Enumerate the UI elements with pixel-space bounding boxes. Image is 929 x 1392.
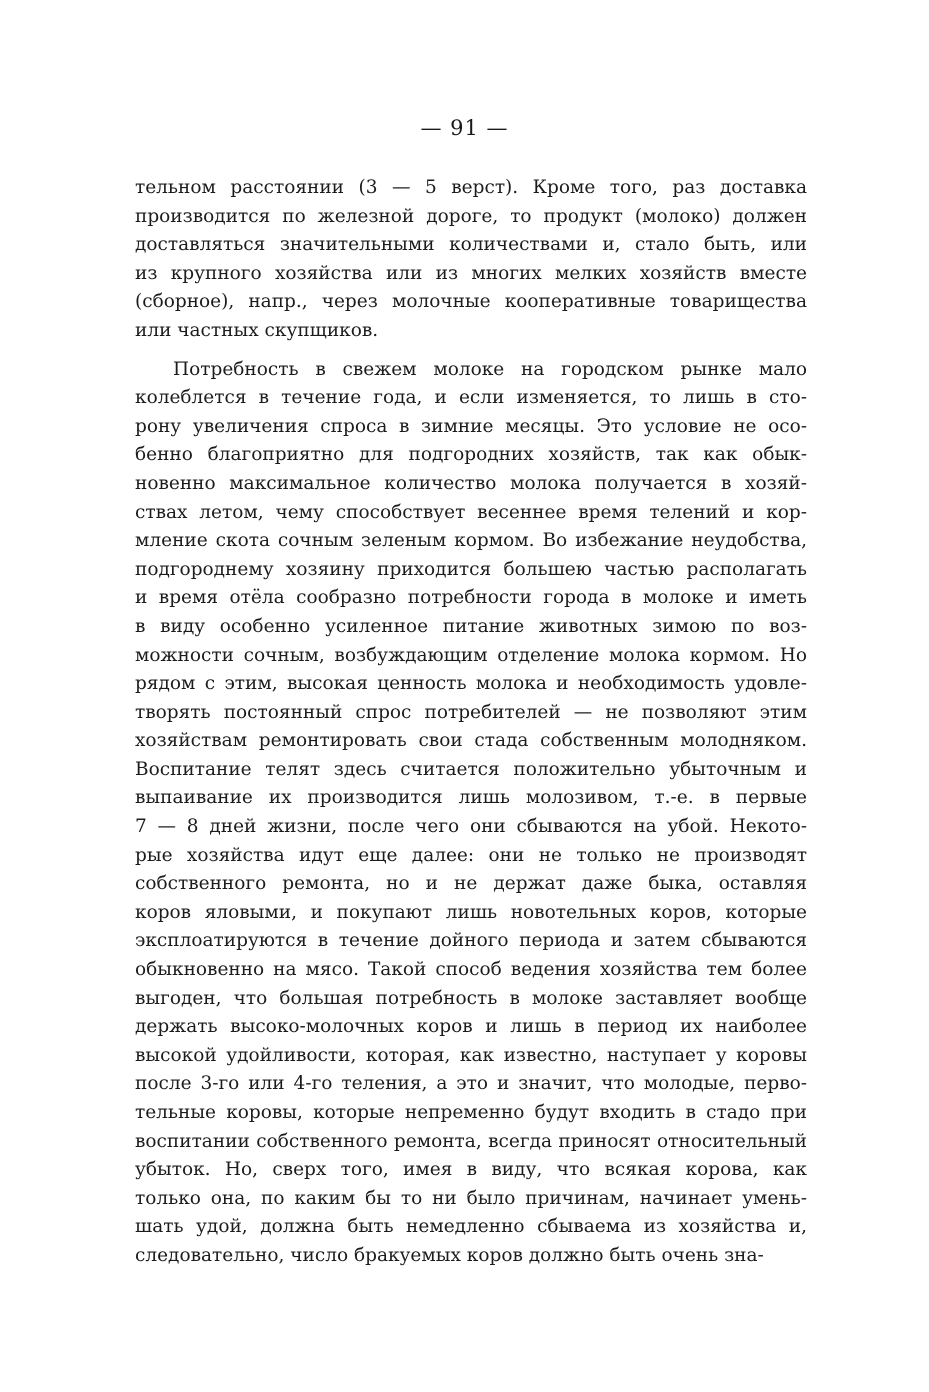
text-line: мление скота сочным зеленым кормом. Во избежание неудобства,: [135, 530, 807, 552]
text-line: тельные коровы, которые непременно будут входить в стадо при: [135, 1102, 807, 1123]
text-line: собственного ремонта, но и не держат даже быка, оставляя: [135, 873, 807, 895]
text-line: тельном расстоянии (3 — 5 верст). Кроме того, раз доставка: [135, 177, 807, 198]
text-line: рые хозяйства идут еще далее: они не только не производят: [135, 844, 807, 866]
text-line: после 3-го или 4-го теления, а это и значит, что молодые, перво-: [135, 1073, 807, 1095]
text-line: в виду особенно усиленное питание животных зимою по воз-: [135, 615, 807, 637]
text-line: и время отёла сообразно потребности города в молоке и иметь: [135, 587, 807, 609]
text-line: следовательно, число бракуемых коров должно быть очень зна-: [135, 1244, 764, 1266]
text-line: бенно благоприятно для подгородних хозяйств, так как обык-: [135, 444, 807, 466]
text-line: Потребность в свежем молоке на городском рынке мало: [173, 358, 807, 380]
text-line: выпаивание их производится лишь молозивом, т.-е. в первые: [135, 787, 807, 809]
text-line: подгороднему хозяину приходится большею частью располагать: [135, 558, 807, 580]
page-number: — 91 —: [420, 116, 509, 140]
text-line: производится по железной дороге, то продукт (молоко) должен: [135, 205, 807, 227]
text-line: ствах летом, чему способствует весеннее время телений и кор-: [135, 501, 807, 523]
text-line: можности сочным, возбуждающим отделение молока кормом. Но: [135, 644, 807, 666]
paragraph: [135, 174, 807, 346]
text-line: воспитании собственного ремонта, всегда приносят относительный: [135, 1130, 807, 1152]
text-line: обыкновенно на мясо. Такой способ ведения хозяйства тем более: [135, 959, 807, 981]
text-line: колеблется в течение года, и если изменяется, то лишь в сто-: [135, 387, 807, 409]
text-line: рядом с этим, высокая ценность молока и необходимость удовле-: [135, 673, 807, 695]
text-line: новенно максимальное количество молока получается в хозяй-: [135, 472, 807, 494]
text-line: шать удой, должна быть немедленно сбываема из хозяйства и,: [135, 1216, 807, 1238]
text-line: высокой удойливости, которая, как известно, наступает у коровы: [135, 1044, 807, 1066]
text-line: 7 — 8 дней жизни, после чего они сбываются на убой. Некото-: [135, 816, 807, 838]
text-line: Воспитание телят здесь считается положительно убыточным и: [135, 758, 807, 780]
paragraph-gap: [135, 346, 807, 356]
text-line: рону увеличения спроса в зимние месяцы. Это условие не осо-: [135, 415, 807, 437]
text-line: коров яловыми, и покупают лишь новотельных коров, которые: [135, 901, 807, 923]
text-line: хозяйствам ремонтировать свои стада собственным молодняком.: [135, 730, 807, 752]
text-line: или частных скупщиков.: [135, 319, 379, 341]
text-line: (сборное), напр., через молочные кооперативные товарищества: [135, 291, 807, 313]
text-line: из крупного хозяйства или из многих мелких хозяйств вместе: [135, 262, 807, 284]
text-line: держать высоко-молочных коров и лишь в период их наиболее: [135, 1016, 807, 1038]
text-line: выгоден, что большая потребность в молоке заставляет вообще: [135, 987, 807, 1009]
text-line: творять постоянный спрос потребителей — не позволяют этим: [135, 701, 807, 723]
text-line: эксплоатируются в течение дойного периода и затем сбываются: [135, 930, 807, 952]
body-text: [135, 174, 807, 1271]
text-line: только она, по каким бы то ни было причинам, начинает умень-: [135, 1187, 807, 1209]
text-line: убыток. Но, сверх того, имея в виду, что всякая корова, как: [135, 1159, 807, 1181]
paragraph: [135, 356, 807, 1271]
text-line: доставляться значительными количествами и, стало быть, или: [135, 234, 807, 256]
